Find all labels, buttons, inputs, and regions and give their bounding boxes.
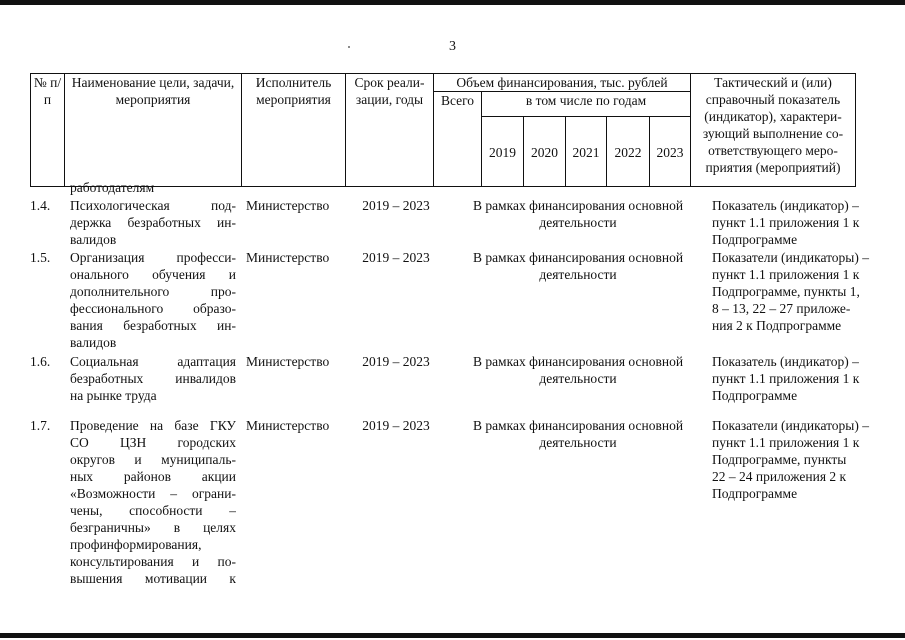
name-line: держка безработных ин- [70,215,236,230]
header-year: 2021 [566,117,607,187]
scan-dot [348,46,350,48]
row-executor: Министерство [246,354,330,369]
continuation-text: работодателям [70,180,155,195]
row-number: 1.7. [30,418,51,433]
funding-line: деятельности [539,267,617,282]
row-term: 2019 – 2023 [362,250,430,265]
row-executor: Министерство [246,418,330,433]
header-indicator-line: приятия (мероприятий) [705,160,841,175]
funding-line: деятельности [539,371,617,386]
name-line: безграничны» в целях [70,520,236,535]
indicator-line: Показатель (индикатор) – [712,198,859,213]
row-name [70,353,236,404]
header-num: № п/п [31,74,65,187]
header-year: 2019 [482,117,524,187]
header-term: Срок реали- зации, годы [346,74,434,187]
row-funding [448,249,708,283]
header-name: Наименование цели, задачи, мероприятия [65,74,242,187]
funding-line: В рамках финансирования основной [472,418,684,433]
name-line: ных районов акции [70,469,236,484]
row-funding [448,353,708,387]
indicator-line: Подпрограмме [712,388,798,403]
bottom-rule [0,633,905,638]
row-executor: Министерство [246,250,330,265]
indicator-line: пункт 1.1 приложения 1 к [712,435,860,450]
header-indicator-line: (индикатор), характери- [704,109,842,124]
name-line: консультирования и по- [70,554,236,569]
row-term: 2019 – 2023 [362,354,430,369]
indicator-line: Подпрограмме [712,232,798,247]
row-name [70,197,236,248]
row-executor: Министерство [246,198,330,213]
indicator-line: Показатели (индикаторы) – [712,250,869,265]
row-name [70,249,236,351]
indicator-line: Подпрограмме, пункты 1, [712,284,860,299]
header-year: 2020 [524,117,566,187]
name-line: онального обучения и [70,267,236,282]
header-total: Всего [434,92,482,187]
indicator-line: пункт 1.1 приложения 1 к [712,371,860,386]
indicator-line: Показатели (индикаторы) – [712,418,869,433]
funding-line: В рамках финансирования основной [472,250,684,265]
name-line: Проведение на базе ГКУ [70,418,236,433]
row-indicator [712,249,902,334]
row-funding [448,197,708,231]
name-line: профинформирования, [70,537,202,552]
indicator-line: Подпрограмме [712,486,798,501]
header-year: 2022 [607,117,650,187]
name-line: безработных инвалидов [70,371,236,386]
header-executor: Исполнитель мероприятия [242,74,346,187]
indicator-line: 22 – 24 приложения 2 к [712,469,847,484]
row-indicator [712,417,902,502]
header-indicator-line: справочный показатель [705,92,841,107]
name-line: вания безработных ин- [70,318,236,333]
funding-line: деятельности [539,435,617,450]
name-line: Социальная адаптация [70,354,236,369]
row-term: 2019 – 2023 [362,418,430,433]
name-line: «Возможности – ограни- [70,486,236,501]
row-funding [448,417,708,451]
funding-line: деятельности [539,215,617,230]
row-indicator [712,197,902,248]
indicator-line: Подпрограмме, пункты [712,452,847,467]
header-year: 2023 [650,117,691,187]
header-indicator-line: ответствующего меро- [708,143,838,158]
header-indicator-line: зующий выполнение со- [702,126,844,141]
header-indicator [691,74,856,187]
indicator-line: Показатель (индикатор) – [712,354,859,369]
name-line: Организация професси- [70,250,236,265]
name-line: вышения мотивации к [70,571,236,586]
header-funding: Объем финансирования, тыс. рублей [434,74,691,92]
name-line: чены, способности – [70,503,236,518]
name-line: округов и муниципаль- [70,452,236,467]
funding-line: В рамках финансирования основной [472,354,684,369]
funding-line: В рамках финансирования основной [472,198,684,213]
name-line: валидов [70,335,117,350]
table-header [30,73,856,187]
name-line: фессионального образо- [70,301,236,316]
header-by-years: в том числе по годам [482,92,691,117]
page-number: 3 [449,39,456,54]
name-line: СО ЦЗН городских [70,435,236,450]
name-line: Психологическая под- [70,198,236,213]
indicator-line: пункт 1.1 приложения 1 к [712,267,860,282]
top-rule [0,0,905,5]
row-name [70,417,236,587]
indicator-line: ния 2 к Подпрограмме [712,318,842,333]
name-line: валидов [70,232,117,247]
row-number: 1.6. [30,354,51,369]
header-indicator-line: Тактический и (или) [714,75,832,90]
indicator-line: 8 – 13, 22 – 27 приложе- [712,301,851,316]
name-line: на рынке труда [70,388,157,403]
row-number: 1.5. [30,250,51,265]
row-indicator [712,353,902,404]
row-number: 1.4. [30,198,51,213]
name-line: дополнительного про- [70,284,236,299]
indicator-line: пункт 1.1 приложения 1 к [712,215,860,230]
row-term: 2019 – 2023 [362,198,430,213]
